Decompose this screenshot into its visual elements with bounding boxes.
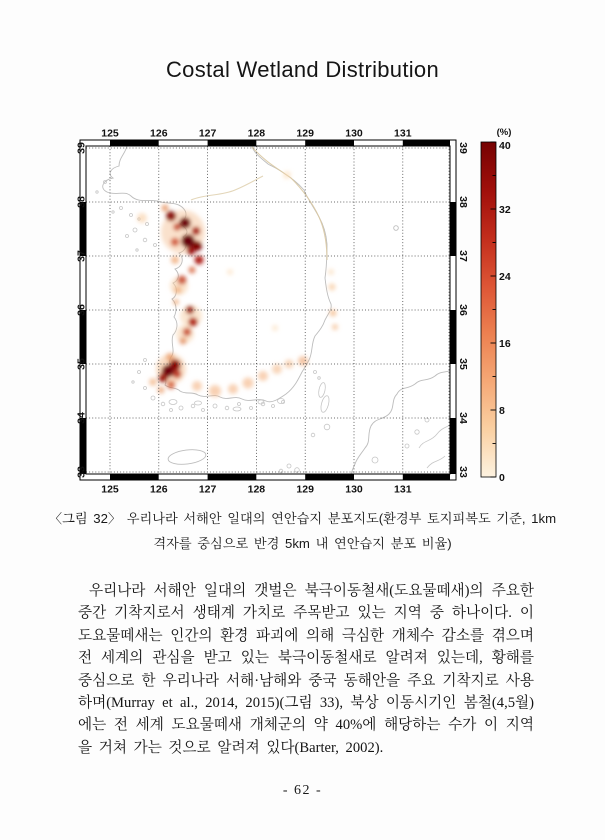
svg-text:34: 34 bbox=[75, 412, 88, 424]
svg-text:37: 37 bbox=[457, 250, 469, 262]
svg-text:127: 127 bbox=[198, 127, 217, 140]
svg-text:8: 8 bbox=[499, 404, 505, 417]
figure-caption-line2: 격자를 중심으로 반경 5km 내 연안습지 분포 비율) bbox=[153, 536, 452, 551]
svg-text:131: 131 bbox=[394, 127, 412, 140]
figure-caption-line1: 〈그림 32〉 우리나라 서해안 일대의 연안습지 분포지도(환경부 토지피복도 기준, 1km bbox=[48, 511, 557, 526]
svg-text:130: 130 bbox=[345, 483, 363, 496]
svg-text:129: 129 bbox=[296, 127, 314, 140]
svg-text:0: 0 bbox=[499, 471, 505, 484]
svg-text:24: 24 bbox=[499, 270, 511, 283]
svg-text:32: 32 bbox=[499, 203, 511, 216]
svg-text:36: 36 bbox=[75, 304, 88, 316]
svg-text:125: 125 bbox=[101, 127, 119, 140]
svg-text:131: 131 bbox=[394, 483, 412, 496]
svg-text:126: 126 bbox=[150, 483, 168, 496]
svg-text:38: 38 bbox=[75, 196, 88, 208]
svg-text:35: 35 bbox=[75, 358, 88, 370]
svg-text:33: 33 bbox=[75, 466, 88, 478]
svg-text:125: 125 bbox=[101, 483, 119, 496]
svg-text:34: 34 bbox=[457, 412, 469, 424]
map-background bbox=[86, 146, 450, 474]
svg-text:38: 38 bbox=[457, 196, 469, 208]
svg-text:39: 39 bbox=[457, 142, 469, 154]
svg-text:36: 36 bbox=[457, 304, 469, 316]
page-title: Costal Wetland Distribution bbox=[165, 57, 440, 82]
figure-caption bbox=[30, 506, 575, 556]
svg-text:37: 37 bbox=[75, 250, 88, 262]
svg-text:33: 33 bbox=[457, 466, 469, 478]
svg-text:35: 35 bbox=[457, 358, 469, 370]
svg-text:16: 16 bbox=[499, 337, 511, 350]
body-paragraph: 우리나라 서해안 일대의 갯벌은 북극이동철새(도요물떼새)의 주요한 중간 기착지로서 생태계 가치로 주목받고 있는 지역 중 하나이다. 이 도요물떼새는 인간의 환경 파괴에 의해 극심한 개체수 감소를 겪으며 전 세계의 관심을 받고 있는 북극이동철새로 알려져 있는데, 황해를 중심으로 한 우리나라 서해·남해와 중국 동해안을 주요 기착지로 사용하며(Murray et al., 2014, 2015)(그림 33), 북상 이동시기인 봄철(4,5월)에는 전 세계 도요물떼새 개체군의 약 40%에 해당하는 수가 이 지역을 거쳐 가는 것으로 알려져 있다(Barter, 2002). bbox=[78, 583, 534, 756]
svg-text:39: 39 bbox=[75, 142, 88, 154]
svg-text:(%): (%) bbox=[496, 127, 512, 138]
page-number: - 62 - bbox=[282, 783, 323, 798]
svg-text:128: 128 bbox=[247, 483, 266, 496]
colorbar bbox=[481, 127, 511, 484]
svg-text:40: 40 bbox=[499, 140, 511, 152]
svg-text:126: 126 bbox=[150, 127, 168, 140]
svg-text:130: 130 bbox=[345, 127, 363, 140]
svg-text:127: 127 bbox=[198, 483, 217, 496]
coastal-wetland-distribution-map bbox=[75, 120, 520, 505]
svg-text:128: 128 bbox=[247, 127, 266, 140]
svg-text:129: 129 bbox=[296, 483, 314, 496]
